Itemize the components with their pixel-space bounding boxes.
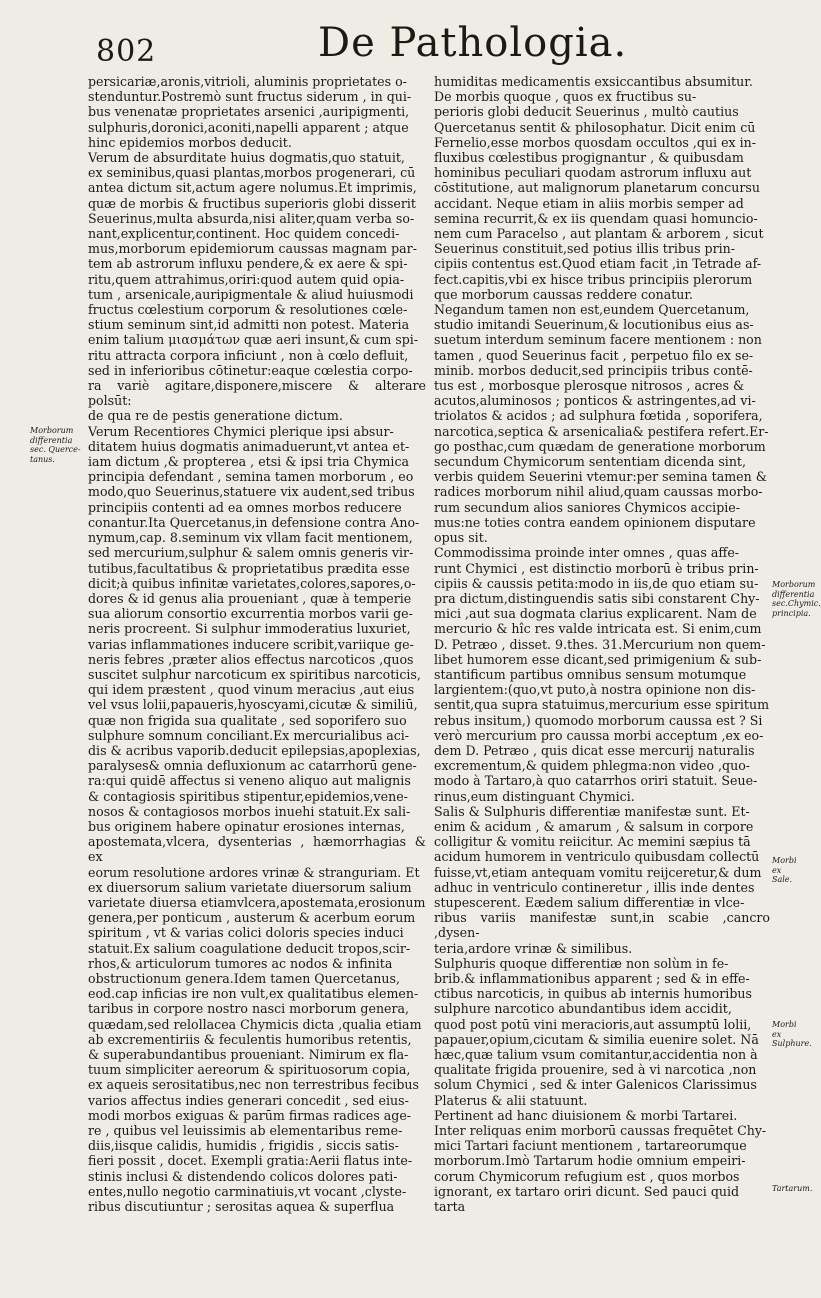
left-column xyxy=(88,74,426,1294)
paragraph: persicariæ,aronis,vitrioli, aluminis proprietates o- stenduntur.Postremò sunt fructus siderum , in qui- bus venenatæ proprietates arsenici ,auripigmenti, sulphuris,doronici,aconiti,napelli apparent ; atque hinc epidemios morbos deducit. xyxy=(88,74,412,150)
margin-note-right-sale: Morbi ex Sale. xyxy=(772,856,797,884)
running-title: De Pathologia. xyxy=(318,20,628,66)
paragraph: Commodissima proinde inter omnes , quas affe- runt Chymici , est distinctio morborū è tribus prin- cipiis & caussis petita:modo in iis,de quo etiam su- pra dictum,distinguendis satis sibi constarent Chy- mici ,aut sua dogmata clarius explicarent. Nam de mercurio & hîc res valde intricata est. Si enim,cum D. Petræo , disset. 9.thes. 31.Mercurium non quem- libet humorem esse dicant,sed primigenium & sub- stantificum partibus omnibus sensum motumque largientem:(quo,vt puto,à nostra opinione non dis- sentit,qua supra statuimus,mercurium esse spiritum rebus insitum,) quomodo morborum caussa est ? Si verò mercurium pro caussa morbi acceptum ,ex eo- dem D. Petræo , quis dicat esse mercurij naturalis excrementum,& quidem phlegma:non video ,quo- modo à Tartaro,à quo catarrhos oriri statuit. Seue- rinus,eum distinguant Chymici. xyxy=(434,545,770,804)
paragraph: Negandum tamen non est,eundem Quercetanum, studio imitandi Seuerinum,& locutionibus eius as- suetum interdum seminum facere mentionem : non tamen , quod Seuerinus facit , perpetuo filo ex se- minib. morbos deducit,sed principiis tribus contē- tus est , morbosque plerosque nitrosos , acres & acutos,aluminosos ; ponticos & astringentes,ad vi- triolatos & acidos ; ad sulphura fœtida , soporifera, narcotica,septica & arsenicalia& pestifera refert.Er- go posthac,cum quædam de generatione morborum secundum Chymicorum sententiam dicenda sint, verbis quidem Seuerini vtemur:per semina tamen & radices morborum nihil aliud,quam caussas morbo- rum secundum alios saniores Chymicos accipie- mus:ne toties contra eandem opinionem disputare opus sit. xyxy=(434,302,769,546)
paragraph: Salis & Sulphuris differentiæ manifestæ sunt. Et- enim & acidum , & amarum , & salsum in corpore colligitur & vomitu reiicitur. Ac memini sæpius tā acidum humorem in ventriculo quibusdam collectū fuisse,vt,etiam antequam vomitu reijceretur,& dum adhuc in ventriculo contineretur , illis inde dentes stupescerent. Eædem salium differentiæ in vlce- ribus variis manifestæ sunt,in scabie ,cancro ,dysen- teria,ardore vrinæ & similibus. xyxy=(434,803,770,956)
paragraph: Pertinent ad hanc diuisionem & morbi Tartarei. Inter reliquas enim morborū caussas frequētet Chy- mici Tartari faciunt mentionem , tartareorumque morborum.Imò Tartarum hodie omnium empeiri- corum Chymicorum refugium est , quos morbos ignorant, ex tartaro oriri dicunt. Sed pauci quid tarta xyxy=(434,1107,767,1215)
paragraph: Verum de absurditate huius dogmatis,quo statuit, ex seminibus,quasi plantas,morbos progenerari, cū antea dictum sit,actum agere nolumus.Et imprimis, quæ de morbis & fructibus superioris globi disserit Seuerinus,multa absurda,nisi aliter,quam verba so- nant,explicentur,continent. Hoc quidem concedi- mus,morborum epidemiorum caussas magnam par- tem ab astrorum influxu pendere,& ex aere & spi- ritu,quem attrahimus,oriri:quod autem quid opia- tum , arsenicale,auripigmentale & aliud huiusmodi fructus cœlestium corporum & resolutiones cœle- stium seminum sint,id admitti non potest. Materia enim talium μιασμάτων quæ aeri insunt,& cum spi- ritu attracta corpora inficiunt , non à cœlo defluit, sed in inferioribus cōtinetur:eaque cœlestia corpo- ra variè agitare,disponere,miscere & alterare polsūt: de qua re de pestis generatione dictum. xyxy=(88,150,426,424)
paragraph: De morbis quoque , quos ex fructibus su- perioris globi deducit Seuerinus , multò cautius Quercetanus sentit & philosophatur. Dicit enim cū Fernelio,esse morbos quosdam occultos ,qui ex in- fluxibus cœlestibus progignantur , & quibusdam hominibus peculiari quodam astrorum influxu aut cōstitutione, aut malignorum planetarum concursu accidant. Neque etiam in aliis morbis semper ad semina recurrit,& ex iis quendam quasi homuncio- nem cum Paracelso , aut plantam & arborem , sicut Seuerinus constituit,sed potius illis tribus prin- cipiis contentus est.Quod etiam facit ,in Tetrade af- fect.capitis,vbi ex hisce tribus principiis plerorum que morborum caussas reddere conatur. xyxy=(434,89,764,302)
margin-note-left: Morborum differentia sec. Querce- tanus. xyxy=(30,426,81,464)
page-number: 802 xyxy=(96,34,157,69)
margin-note-right-chymic: Morborum differentia sec.Chymic. principia. xyxy=(772,580,821,618)
paragraph: humiditas medicamentis exsiccantibus absumitur. xyxy=(434,74,753,89)
right-column xyxy=(434,74,770,1294)
margin-note-right-sulphure: Morbi ex Sulphure. xyxy=(772,1020,812,1048)
paragraph: Sulphuris quoque differentiæ non solùm in fe- brib.& inflammationibus apparent ; sed & in effe- ctibus narcoticis, in quibus ab internis humoribus sulphure narcotico abundantibus idem accidit, quod post potū vini meracioris,aut assumptū lolii, papauer,opium,cicutam & similia euenire solet. Nā hæc,quæ talium vsum comitantur,accidentia non à qualitate frigida prouenire, sed à vi narcotica ,non solum Chymici , sed & inter Galenicos Clarissimus Platerus & alii statuunt. xyxy=(434,955,759,1108)
paragraph: Verum Recentiores Chymici plerique ipsi absur- ditatem huius dogmatis animaduerunt,vt antea et- iam dictum ,& propterea , etsi & ipsi tria Chymica principia defendant , semina tamen morborum , eo modo,quo Seuerinus,statuere vix audent,sed tribus principiis contenti ad ea omnes morbos reducere conantur.Ita Quercetanus,in defensione contra Ano- nymum,cap. 8.seminum vix vllam facit mentionem, sed mercurium,sulphur & salem omnis generis vir- tutibus,facultatibus & proprietatibus prædita esse dicit;à quibus infinitæ varietates,colores,sapores,o- dores & id genus alia proueniant , quæ à temperie sua aliorum consortio excurrentia morbos varii ge- neris procreent. Si sulphur immoderatius luxuriet, varias inflammationes inducere scribit,variique ge- neris febres ,præter alios effectus narcoticos ,quos suscitet sulphur narcoticum ex spiritibus narcoticis, qui idem præstent , quod vinum meracius ,aut eius vel vsus lolii,papaueris,hyoscyami,cicutæ & similiū, quæ non frigida sua qualitate , sed soporifero suo sulphure somnum conciliant.Ex mercurialibus aci- dis & acribus vaporib.deducit epilepsias,apoplexias, paralyses& omnia defluxionum ac catarrhorū gene- ra:qui quidē affectus si veneno aliquo aut malignis & contagiosis spiritibus stipentur,epidemios,vene- nosos & contagiosos morbos inuehi statuit.Ex sali- bus originem habere opinatur erosiones internas, apostemata,vlcera, dysenterias , hæmorrhagias & ex eorum resolutione ardores vrinæ & stranguriam. Et ex diuersorum salium varietate diuersorum salium varietate diuersa etiamvlcera,apostemata,erosionum genera,per ponticum , austerum & acerbum eorum spiritum , vt & varias colici doloris species induci statuit.Ex salium coagulatione deducit tropos,scir- rhos,& articulorum tumores ac nodos & infinita obstructionum genera.Idem tamen Quercetanus, eod.cap inficias ire non vult,ex qualitatibus elemen- taribus in corpore nostro nasci morborum genera, quædam,sed relollacea Chymicis dicta ,qualia etiam ab excrementiriis & feculentis humoribus retentis, & superabundantibus proueniant. Nimirum ex fla- tuum simpliciter aereorum & spirituosorum copia, ex aqueis serositatibus,nec non terrestribus fecibus varios affectus indies generari concedit , sed eius- modi morbos exiguas & parūm firmas radices age- re , quibus vel leuissimis ab elementaribus reme- diis,iisque calidis, humidis , frigidis , siccis satis- fieri possit , docet. Exempli gratia:Aerii flatus inte- stinis inclusi & distendendo colicos dolores pati- entes,nullo negotio carminatiuis,vt vocant ,clyste- ribus discutiuntur ; serositas aquea & superflua xyxy=(88,423,426,1215)
margin-note-right-tartarum: Tartarum. xyxy=(772,1184,813,1193)
